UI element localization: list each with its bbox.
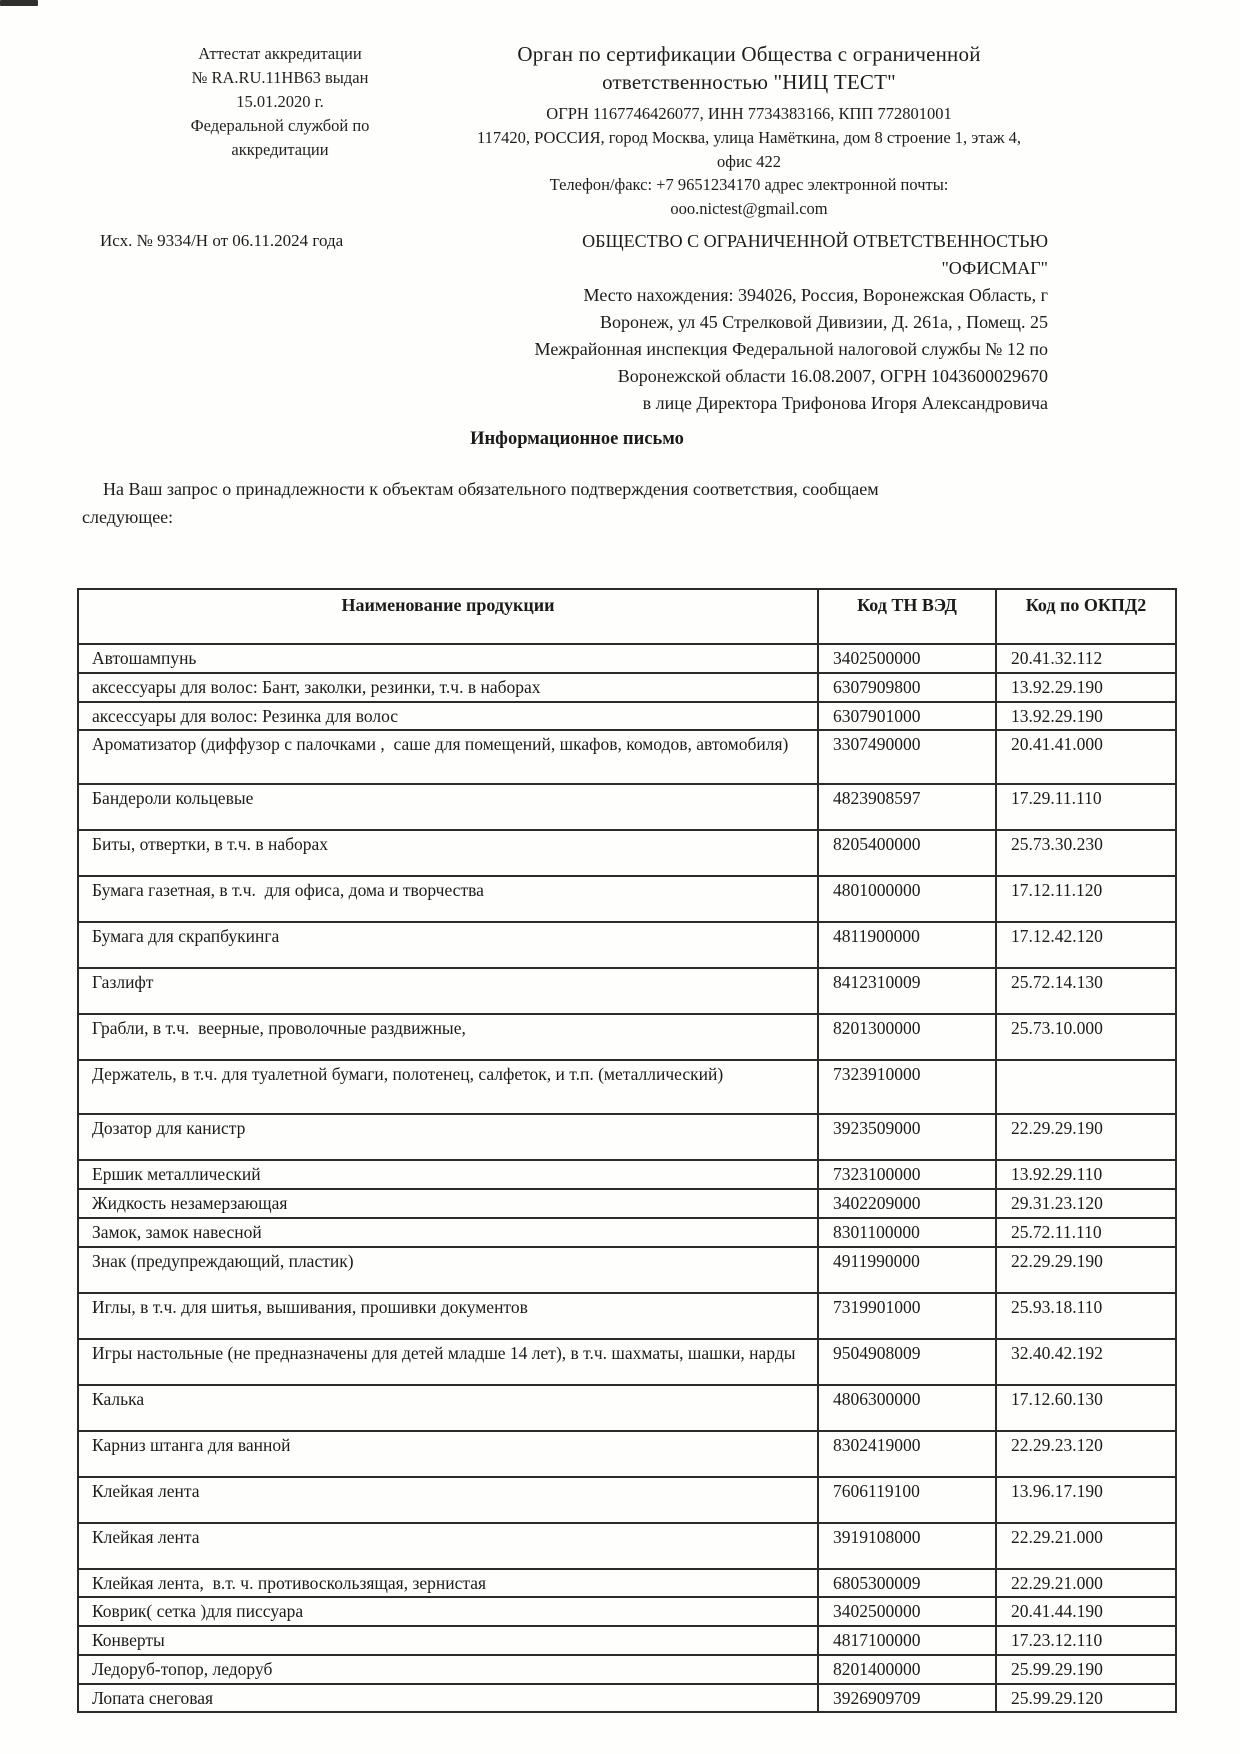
certification-body-details	[444, 102, 1054, 222]
product-name-cell: Игры настольные (не предназначены для детей младше 14 лет), в т.ч. шахматы, шашки, нарды	[78, 1339, 818, 1385]
table-row	[78, 968, 1176, 1014]
tnved-code-cell: 6307909800	[818, 673, 996, 702]
accreditation-line: 15.01.2020 г.	[236, 91, 324, 111]
tnved-code-cell: 6805300009	[818, 1569, 996, 1598]
okpd2-code-cell: 22.29.23.120	[996, 1431, 1176, 1477]
product-name-cell: Дозатор для канистр	[78, 1114, 818, 1160]
org-email: ooo.nictest@gmail.com	[670, 199, 828, 219]
tnved-code-cell: 3402500000	[818, 644, 996, 673]
org-address-line: 117420, РОССИЯ, город Москва, улица Намёткина, дом 8 строение 1, этаж 4,	[476, 127, 1022, 147]
product-table	[77, 588, 1177, 1713]
okpd2-code-cell: 17.12.11.120	[996, 876, 1176, 922]
okpd2-code-cell: 25.73.30.230	[996, 830, 1176, 876]
okpd2-code-cell: 22.29.21.000	[996, 1569, 1176, 1598]
tnved-code-cell: 3923509000	[818, 1114, 996, 1160]
scan-artifact	[0, 0, 38, 6]
table-row	[78, 1597, 1176, 1626]
okpd2-code-cell: 17.23.12.110	[996, 1626, 1176, 1655]
table-row	[78, 1218, 1176, 1247]
okpd2-code-cell: 13.96.17.190	[996, 1477, 1176, 1523]
okpd2-code-cell: 22.29.29.190	[996, 1114, 1176, 1160]
table-row	[78, 830, 1176, 876]
table-row	[78, 922, 1176, 968]
accreditation-line: Федеральной службой по	[190, 115, 370, 135]
accreditation-line: № RA.RU.11НВ63 выдан	[191, 67, 369, 87]
recipient-line: Межрайонная инспекция Федеральной налоговой службы № 12 по	[534, 339, 1048, 359]
table-row	[78, 1189, 1176, 1218]
certification-body-name-line: Орган по сертификации Общества с ограниченной	[517, 42, 981, 66]
product-name-cell: Бумага газетная, в т.ч. для офиса, дома и творчества	[78, 876, 818, 922]
table-row	[78, 1060, 1176, 1114]
product-name-cell: Калька	[78, 1385, 818, 1431]
okpd2-code-cell: 25.73.10.000	[996, 1014, 1176, 1060]
okpd2-code-cell: 25.72.11.110	[996, 1218, 1176, 1247]
okpd2-code-cell: 25.72.14.130	[996, 968, 1176, 1014]
table-row	[78, 1247, 1176, 1293]
product-name-cell: Конверты	[78, 1626, 818, 1655]
table-row	[78, 730, 1176, 784]
product-name-cell: Грабли, в т.ч. веерные, проволочные раздвижные,	[78, 1014, 818, 1060]
product-name-cell: Клейкая лента	[78, 1477, 818, 1523]
product-name-cell: Бандероли кольцевые	[78, 784, 818, 830]
tnved-code-cell: 3926909709	[818, 1684, 996, 1713]
intro-line: следующее:	[82, 506, 174, 527]
okpd2-code-cell: 20.41.41.000	[996, 730, 1176, 784]
tnved-code-cell: 4817100000	[818, 1626, 996, 1655]
org-address-office-line: офис 422	[717, 151, 781, 171]
okpd2-code-cell: 25.99.29.120	[996, 1684, 1176, 1713]
recipient-line: "ОФИСМАГ"	[941, 258, 1048, 278]
outgoing-reference: Исх. № 9334/Н от 06.11.2024 года	[100, 231, 344, 250]
org-registration-line: ОГРН 1167746426077, ИНН 7734383166, КПП 772801001	[546, 103, 952, 123]
product-name-cell: Иглы, в т.ч. для шитья, вышивания, прошивки документов	[78, 1293, 818, 1339]
product-name-cell: Карниз штанга для ванной	[78, 1431, 818, 1477]
okpd2-code-cell: 20.41.44.190	[996, 1597, 1176, 1626]
table-header-row	[78, 589, 1176, 644]
tnved-code-cell: 4911990000	[818, 1247, 996, 1293]
okpd2-code-cell: 13.92.29.190	[996, 673, 1176, 702]
product-name-cell: Автошампунь	[78, 644, 818, 673]
table-row	[78, 1339, 1176, 1385]
tnved-code-cell: 8201400000	[818, 1655, 996, 1684]
product-name-cell: Газлифт	[78, 968, 818, 1014]
product-name-cell: Бумага для скрапбукинга	[78, 922, 818, 968]
tnved-code-cell: 3402500000	[818, 1597, 996, 1626]
product-name-cell: аксессуары для волос: Бант, заколки, резинки, т.ч. в наборах	[78, 673, 818, 702]
certification-body-block	[444, 40, 1054, 221]
recipient-line: в лице Директора Трифонова Игоря Александровича	[642, 393, 1048, 413]
tnved-code-cell: 7323910000	[818, 1060, 996, 1114]
table-row	[78, 1626, 1176, 1655]
tnved-code-cell: 4811900000	[818, 922, 996, 968]
tnved-code-cell: 7319901000	[818, 1293, 996, 1339]
certification-body-name	[444, 40, 1054, 97]
product-name-cell: Лопата снеговая	[78, 1684, 818, 1713]
tnved-code-cell: 4801000000	[818, 876, 996, 922]
table-row	[78, 1293, 1176, 1339]
table-row	[78, 876, 1176, 922]
table-row	[78, 1114, 1176, 1160]
product-name-cell: Жидкость незамерзающая	[78, 1189, 818, 1218]
tnved-code-cell: 8412310009	[818, 968, 996, 1014]
recipient-block	[404, 228, 1048, 417]
tnved-code-cell: 8302419000	[818, 1431, 996, 1477]
okpd2-code-cell: 25.93.18.110	[996, 1293, 1176, 1339]
accreditation-line: Аттестат аккредитации	[198, 44, 362, 63]
tnved-code-cell: 8201300000	[818, 1014, 996, 1060]
product-name-cell: Знак (предупреждающий, пластик)	[78, 1247, 818, 1293]
recipient-line: Воронежской области 16.08.2007, ОГРН 1043600029670	[617, 366, 1048, 386]
tnved-code-cell: 3919108000	[818, 1523, 996, 1569]
tnved-code-cell: 8205400000	[818, 830, 996, 876]
table-row	[78, 1385, 1176, 1431]
table-row	[78, 1655, 1176, 1684]
product-name-cell: аксессуары для волос: Резинка для волос	[78, 702, 818, 731]
product-name-cell: Биты, отвертки, в т.ч. в наборах	[78, 830, 818, 876]
table-row	[78, 1431, 1176, 1477]
accreditation-note	[135, 42, 425, 162]
table-row	[78, 1684, 1176, 1713]
product-name-cell: Держатель, в т.ч. для туалетной бумаги, полотенец, салфеток, и т.п. (металлический)	[78, 1060, 818, 1114]
okpd2-code-cell: 22.29.21.000	[996, 1523, 1176, 1569]
tnved-code-cell: 4806300000	[818, 1385, 996, 1431]
recipient-line: Место нахождения: 394026, Россия, Воронежская Область, г	[583, 285, 1048, 305]
org-phone-line: Телефон/факс: +7 9651234170 адрес электронной почты:	[549, 175, 949, 195]
recipient-line: ОБЩЕСТВО С ОГРАНИЧЕННОЙ ОТВЕТСТВЕННОСТЬЮ	[582, 231, 1048, 251]
okpd2-code-cell: 25.99.29.190	[996, 1655, 1176, 1684]
product-name-cell: Ершик металлический	[78, 1160, 818, 1189]
certification-body-name-line: ответственностью "НИЦ ТЕСТ"	[602, 70, 896, 95]
okpd2-code-cell: 17.12.60.130	[996, 1385, 1176, 1431]
product-name-cell: Ледоруб-топор, ледоруб	[78, 1655, 818, 1684]
okpd2-code-cell: 13.92.29.110	[996, 1160, 1176, 1189]
tnved-code-cell: 8301100000	[818, 1218, 996, 1247]
table-row	[78, 1160, 1176, 1189]
product-name-cell: Клейкая лента	[78, 1523, 818, 1569]
tnved-code-cell: 4823908597	[818, 784, 996, 830]
col-header-okpd2: Код по ОКПД2	[996, 589, 1176, 644]
tnved-code-cell: 6307901000	[818, 702, 996, 731]
tnved-code-cell: 9504908009	[818, 1339, 996, 1385]
intro-line: На Ваш запрос о принадлежности к объектам обязательного подтверждения соответствия, сообщаем	[103, 479, 879, 499]
okpd2-code-cell: 17.12.42.120	[996, 922, 1176, 968]
tnved-code-cell: 7323100000	[818, 1160, 996, 1189]
col-header-product: Наименование продукции	[78, 589, 818, 644]
okpd2-code-cell: 22.29.29.190	[996, 1247, 1176, 1293]
intro-paragraph	[82, 476, 997, 532]
product-name-cell: Клейкая лента, в.т. ч. противоскользящая, зернистая	[78, 1569, 818, 1598]
table-row	[78, 1477, 1176, 1523]
table-row	[78, 644, 1176, 673]
table-row	[78, 784, 1176, 830]
product-name-cell: Коврик( сетка )для писсуара	[78, 1597, 818, 1626]
accreditation-line: аккредитации	[231, 139, 329, 159]
col-header-tnved: Код ТН ВЭД	[818, 589, 996, 644]
okpd2-code-cell: 29.31.23.120	[996, 1189, 1176, 1218]
table-row	[78, 1523, 1176, 1569]
tnved-code-cell: 7606119100	[818, 1477, 996, 1523]
product-table-body	[78, 644, 1176, 1712]
okpd2-code-cell	[996, 1060, 1176, 1114]
table-row	[78, 702, 1176, 731]
okpd2-code-cell: 17.29.11.110	[996, 784, 1176, 830]
okpd2-code-cell: 20.41.32.112	[996, 644, 1176, 673]
table-row	[78, 1014, 1176, 1060]
tnved-code-cell: 3402209000	[818, 1189, 996, 1218]
product-name-cell: Замок, замок навесной	[78, 1218, 818, 1247]
table-row	[78, 673, 1176, 702]
tnved-code-cell: 3307490000	[818, 730, 996, 784]
recipient-line: Воронеж, ул 45 Стрелковой Дивизии, Д. 261а, , Помещ. 25	[599, 312, 1048, 332]
okpd2-code-cell: 13.92.29.190	[996, 702, 1176, 731]
letter-title: Информационное письмо	[470, 429, 684, 449]
product-name-cell: Ароматизатор (диффузор с палочками , саше для помещений, шкафов, комодов, автомобиля)	[78, 730, 818, 784]
okpd2-code-cell: 32.40.42.192	[996, 1339, 1176, 1385]
table-row	[78, 1569, 1176, 1598]
